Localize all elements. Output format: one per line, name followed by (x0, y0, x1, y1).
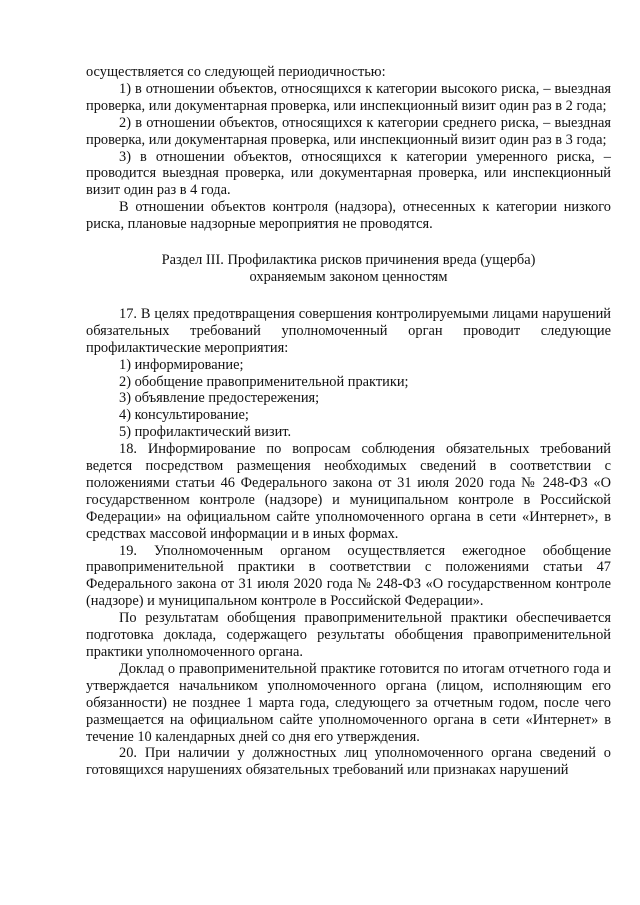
prevention-item-warning: 3) объявление предостережения; (119, 390, 320, 407)
section-3-heading-line-2: охраняемым законом ценностям (249, 268, 448, 285)
paragraph-19-report: Доклад о правоприменительной практике готовится по итогам отчетного года и утверждается начальником уполномоченного органа (лицом, исполняющим его обязанности) не позднее 1 марта года, следующего за отчетным годом, после чего размещается на официальном сайте уполномоченного органа в сети «Интернет» в течение 10 календарных дней со дня его утверждения. (86, 660, 611, 745)
prevention-item-visit: 5) профилактический визит. (119, 424, 292, 441)
paragraph-19-results: По результатам обобщения правоприменительной практики обеспечивается подготовка доклада, содержащего результаты обобщения правоприменительной практики уполномоченного органа. (86, 610, 611, 660)
prevention-item-consulting: 4) консультирование; (119, 407, 249, 424)
risk-item-moderate: 3) в отношении объектов, относящихся к категории умеренного риска, – проводится выездная проверка, или документарная проверка, или инспекционный визит один раз в 4 года. (86, 148, 611, 199)
prevention-item-generalization: 2) обобщение правоприменительной практики; (119, 373, 409, 390)
paragraph-20: 20. При наличии у должностных лиц уполномоченного органа сведений о готовящихся нарушениях обязательных требований или признаках нарушений (86, 745, 611, 779)
document-page (86, 64, 611, 779)
paragraph-19: 19. Уполномоченным органом осуществляется ежегодное обобщение правоприменительной практики в соответствии с положениями статьи 47 Федерального закона от 31 июля 2020 года № 248-ФЗ «О государственном контроле (надзоре) и муниципальном контроле в Российской Федерации». (86, 542, 611, 610)
risk-low-paragraph: В отношении объектов контроля (надзора), отнесенных к категории низкого риска, плановые надзорные мероприятия не проводятся. (86, 199, 611, 233)
section-3-heading-line-1: Раздел III. Профилактика рисков причинения вреда (ущерба) (161, 252, 536, 269)
paragraph-18: 18. Информирование по вопросам соблюдения обязательных требований ведется посредством размещения необходимых сведений в соответствии с положениями статьи 46 Федерального закона от 31 июля 2020 года № 248-ФЗ «О государственном контроле (надзоре) и муниципальном контроле в Российской Федерации» на официальном сайте уполномоченного органа в сети «Интернет», в средствах массовой информации и в иных формах. (86, 441, 611, 542)
paragraph-17: 17. В целях предотвращения совершения контролируемыми лицами нарушений обязательных требований уполномоченный орган проводит следующие профилактические мероприятия: (86, 305, 611, 356)
risk-item-high: 1) в отношении объектов, относящихся к категории высокого риска, – выездная проверка, или документарная проверка, или инспекционный визит один раз в 2 года; (86, 80, 611, 114)
risk-periodicity-intro: осуществляется со следующей периодичностью: (86, 64, 386, 80)
spacer (86, 233, 611, 252)
risk-item-medium: 2) в отношении объектов, относящихся к категории среднего риска, – выездная проверка, или документарная проверка, или инспекционный визит один раз в 3 года; (86, 114, 611, 148)
prevention-item-informing: 1) информирование; (119, 356, 244, 373)
spacer (86, 286, 611, 306)
